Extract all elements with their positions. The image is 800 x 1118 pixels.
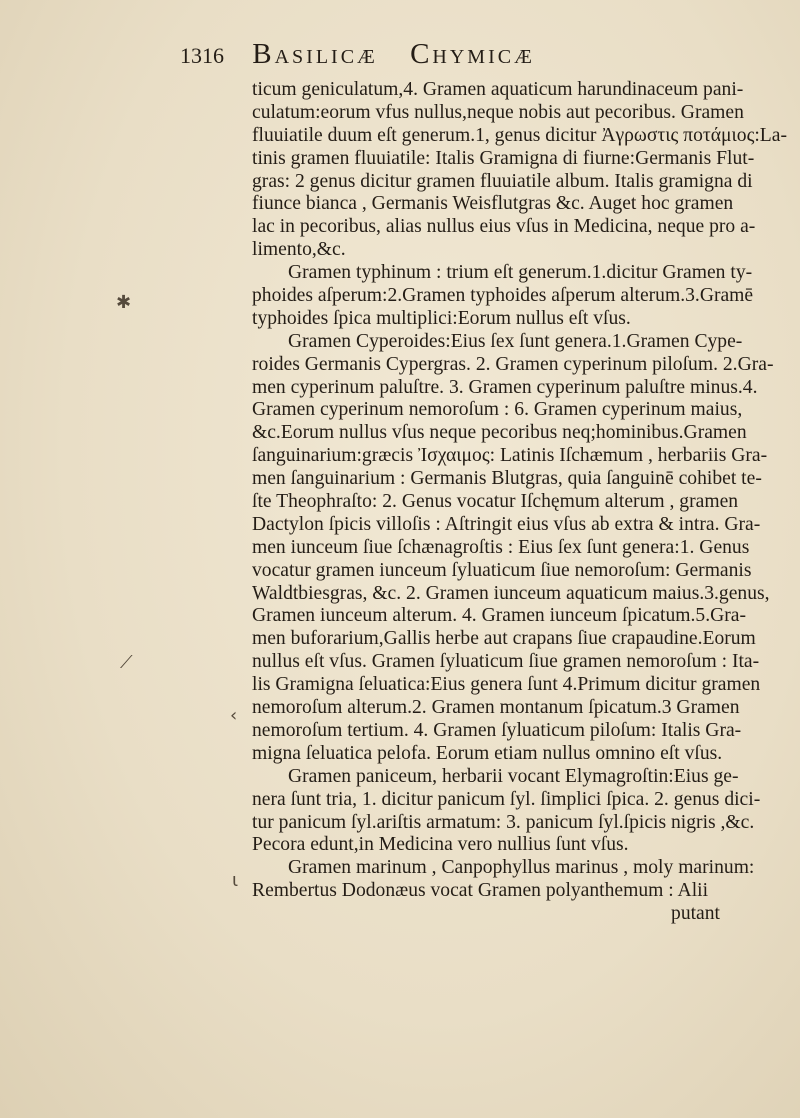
text-line: tur panicum ſyl.ariſtis armatum: 3. panicum ſyl.ſpicis nigris ,&c. <box>252 811 755 833</box>
text-line: Gramen iunceum alterum. 4. Gramen iunceum ſpicatum.5.Gra- <box>252 605 747 627</box>
text-line: gras: 2 genus dicitur gramen fluuiatile album. Italis gramigna di <box>252 170 753 192</box>
text-line: fiunce bianca , Germanis Weisflutgras &c. Auget hoc gramen <box>252 193 734 215</box>
text-line: Waldtbiesgras, &c. 2. Gramen iunceum aquaticum maius.3.genus, <box>252 582 770 604</box>
text-line: phoides aſperum:2.Gramen typhoides aſperum alterum.3.Gramē <box>252 285 754 307</box>
text-line: nera ſunt tria, 1. dicitur panicum ſyl. ſimplici ſpica. 2. genus dici- <box>252 788 761 810</box>
text-line: limento,&c. <box>252 239 346 261</box>
text-line: culatum:eorum vfus nullus,neque nobis aut pecoribus. Gramen <box>252 101 744 123</box>
catchword: putant <box>671 903 720 925</box>
running-header <box>180 38 740 71</box>
header-title-word-2: Chymicæ <box>410 38 535 70</box>
text-line: Gramen paniceum, herbarii vocant Elymagroſtin:Eius ge- <box>288 765 739 787</box>
text-line: roides Germanis Cypergras. 2. Gramen cyperinum piloſum. 2.Gra- <box>252 353 774 375</box>
text-line: nemoroſum tertium. 4. Gramen ſyluaticum piloſum: Italis Gra- <box>252 719 742 741</box>
text-line: lac in pecoribus, alias nullus eius vſus in Medicina, neque pro a- <box>252 216 756 238</box>
text-line: nullus eſt vſus. Gramen ſyluaticum ſiue gramen nemoroſum : Ita- <box>252 651 760 673</box>
margin-mark: ⟋ <box>120 652 133 673</box>
text-line: ſte Theophraſto: 2. Genus vocatur Iſchęmum alterum , gramen <box>252 491 739 513</box>
text-line: men buforarium,Gallis herbe aut crapans ſiue crapaudine.Eorum <box>252 628 756 650</box>
text-line: ſanguinarium:græcis Ἰσχαιμος: Latinis Iſchæmum , herbariis Gra- <box>252 445 768 467</box>
margin-mark: ɩ <box>232 870 239 891</box>
text-line: &c.Eorum nullus vſus neque pecoribus neq;hominibus.Gramen <box>252 422 747 444</box>
text-line: Gramen cyperinum nemoroſum : 6. Gramen cyperinum maius, <box>252 399 743 421</box>
text-line: ticum geniculatum,4. Gramen aquaticum harundinaceum pani- <box>252 79 744 100</box>
text-line: vocatur gramen iunceum ſyluaticum ſiue nemoroſum: Germanis <box>252 559 752 581</box>
text-line: lis Gramigna ſeluatica:Eius genera ſunt 4.Primum dicitur gramen <box>252 674 761 696</box>
text-line: Gramen typhinum : trium eſt generum.1.dicitur Gramen ty- <box>288 262 753 284</box>
text-line: Gramen marinum , Canpophyllus marinus , moly marinum: <box>288 857 755 879</box>
body-text <box>252 79 800 926</box>
text-line: men iunceum ſiue ſchænagroſtis : Eius ſex ſunt genera:1. Genus <box>252 536 750 558</box>
header-title-word-1: Basilicæ <box>252 38 378 70</box>
text-line: typhoides ſpica multiplici:Eorum nullus eſt vſus. <box>252 307 631 329</box>
text-line: nemoroſum alterum.2. Gramen montanum ſpicatum.3 Gramen <box>252 697 740 719</box>
text-line: tinis gramen fluuiatile: Italis Gramigna di fiurne:Germanis Flut- <box>252 147 755 169</box>
text-line: Dactylon ſpicis villoſis : Aſtringit eius vſus ab extra & intra. Gra- <box>252 513 761 535</box>
text-line: Pecora edunt,in Medicina vero nullius ſunt vſus. <box>252 834 629 856</box>
text-line: fluuiatile duum eſt generum.1, genus dicitur Ἀγρωστις ποτάμιος:La- <box>252 124 787 146</box>
text-line: Gramen Cyperoides:Eius ſex ſunt genera.1.Gramen Cype- <box>288 330 743 352</box>
text-line: migna ſeluatica pelofa. Eorum etiam nullus omnino eſt vſus. <box>252 742 723 764</box>
text-line: men cyperinum paluſtre. 3. Gramen cyperinum paluſtre minus.4. <box>252 376 758 398</box>
margin-mark: ✱ <box>116 292 132 313</box>
text-line: men ſanguinarium : Germanis Blutgras, quia ſanguinē cohibet te- <box>252 468 762 490</box>
text-line: Rembertus Dodonæus vocat Gramen polyanthemum : Alii <box>252 880 709 902</box>
page-number: 1316 <box>180 43 224 68</box>
margin-mark: ‹ <box>230 705 238 726</box>
